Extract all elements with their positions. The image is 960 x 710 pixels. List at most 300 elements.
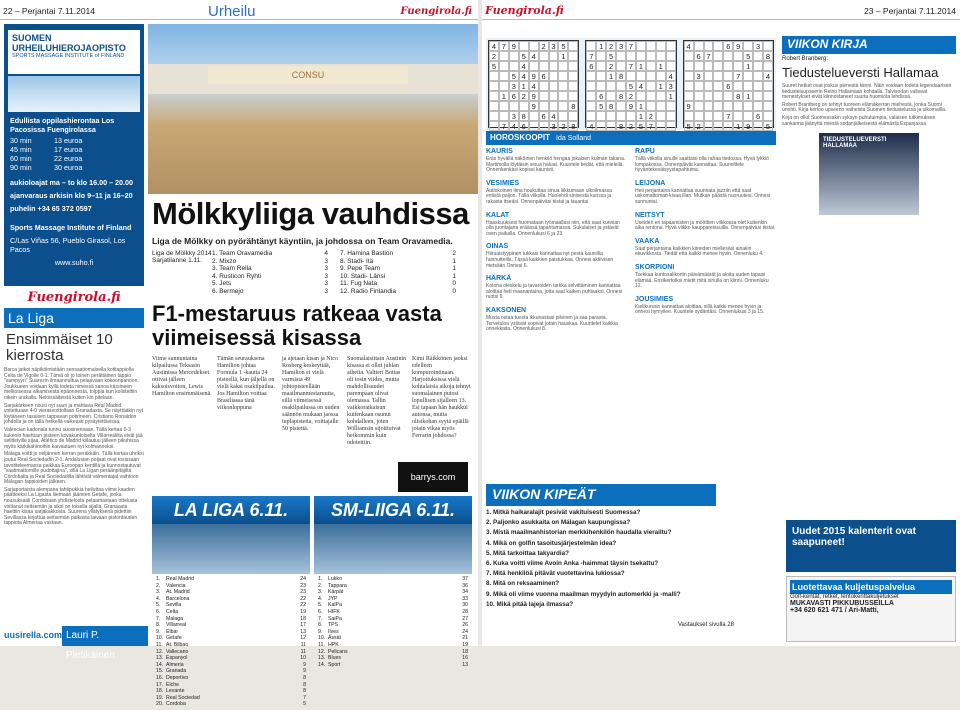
sudoku-cell: 5 (636, 121, 646, 131)
sign-name: VESIMIES (486, 179, 520, 187)
sudoku-cell (626, 51, 636, 61)
price-duration: 60 min (10, 154, 32, 163)
sudoku-cell: 6 (539, 71, 549, 81)
points: 28 (462, 608, 468, 615)
molkky-standings (152, 250, 468, 295)
team: SaiPa (328, 615, 342, 622)
sudoku-cell (549, 91, 559, 101)
laliga-section-title: La Liga (4, 308, 144, 328)
standings-row (212, 258, 340, 266)
sudoku-cell (539, 81, 549, 91)
team-points: 3 (324, 265, 328, 272)
stadium-image (152, 524, 310, 574)
ad-website-link[interactable]: www.suho.fi (54, 258, 94, 267)
sudoku-cell (684, 111, 694, 121)
sudoku-cell: 2 (558, 121, 568, 131)
sudoku-cell (489, 111, 499, 121)
points: 22 (300, 595, 306, 602)
sudoku-cell (549, 71, 559, 81)
points: 22 (300, 602, 306, 609)
table-row (156, 695, 306, 702)
sudoku-cell (704, 111, 714, 121)
transport-ad-head: Luotettavaa kuljetuspalvelua (790, 580, 952, 594)
sudoku-cell (704, 121, 714, 131)
sudoku-cell: 6 (694, 51, 704, 61)
points: 33 (462, 595, 468, 602)
rank: 3. (156, 589, 161, 596)
sudoku-cell (558, 81, 568, 91)
sudoku-cell: 6 (723, 81, 733, 91)
ad-hours: aukioloajat ma – to klo 16.00 – 20.00 (10, 178, 134, 187)
table-row (156, 701, 306, 708)
sudoku-cell (539, 101, 549, 111)
sudoku-cell: 1 (636, 111, 646, 121)
sudoku-cell: 7 (646, 121, 656, 131)
points: 24 (300, 576, 306, 582)
sign-name: KAKSONEN (486, 306, 527, 314)
sudoku-cell (596, 121, 606, 131)
sudoku-cell: 6 (519, 121, 529, 131)
table-row (156, 609, 306, 616)
sudoku-cell (704, 41, 714, 51)
sudoku-cell (646, 81, 656, 91)
sudoku-cell (646, 41, 656, 51)
paragraph: Barca jatkoi näpiköimistään sensaatiomaisella kotitappiolla Celta de Vigolle 0-1. Tämä oli jo toinen perättäinen tappio "vampyyri" Suarezin ilmaannuttua pelaavaan kokoonpanoon. Joukkueen voidaan kyllä todeta nimessä sanoa kärsineen melkoisessa alkamisesta epäonnesta, tolppia kun kolistettiin oikein urakalla. Neloissäiteistä kuiten kin pitelaan. (4, 367, 139, 401)
price-amount: 30 euroa (54, 163, 83, 172)
rank: 15. (156, 668, 164, 675)
sudoku-cell: 8 (616, 91, 626, 101)
team: Blues (328, 655, 341, 662)
sign-name: KALAT (486, 211, 510, 219)
sudoku-cell (743, 71, 753, 81)
sudoku-cell: 7 (626, 41, 636, 51)
table-row (318, 583, 468, 590)
sudoku-cell (723, 51, 733, 61)
sudoku-cell: 3 (549, 41, 559, 51)
sudoku-cell: 8 (763, 51, 773, 61)
sudoku-cell: 9 (509, 41, 519, 51)
sudoku-cell (606, 121, 616, 131)
fuengirola-logo: Fuengirola.fi (27, 290, 121, 305)
rank: 9. (156, 628, 161, 635)
sudoku-cell: 5 (519, 51, 529, 61)
book-review (782, 54, 956, 484)
sudoku-cell: 1 (558, 51, 568, 61)
standings-row (212, 265, 340, 273)
sudoku-cell (626, 71, 636, 81)
table-row (156, 649, 306, 656)
team: Elche (166, 681, 179, 688)
ad-booking: ajanvaraus arkisin klo 9–11 ja 16–20 (10, 191, 133, 200)
standings-row (212, 273, 340, 281)
sudoku-cell (586, 111, 596, 121)
table-row (318, 609, 468, 616)
sudoku-cell: 1 (666, 91, 676, 101)
sudoku-cell (733, 61, 743, 71)
sudoku-cell (568, 51, 578, 61)
standings-row (212, 280, 340, 288)
sudoku-cell (519, 101, 529, 111)
rank: 20. (156, 701, 164, 708)
sudoku-cell: 1 (606, 71, 616, 81)
sudoku-cell: 6 (596, 91, 606, 101)
sudoku-cell: 4 (509, 121, 519, 131)
sudoku-cell (489, 91, 499, 101)
sudoku-cell (606, 91, 616, 101)
sudoku-cell (713, 91, 723, 101)
laliga-standings (152, 574, 310, 710)
sudoku-cell (549, 101, 559, 111)
book-title: Tiedustelueversti Hallamaa (782, 65, 939, 80)
sudoku-hard (683, 40, 774, 131)
sudoku-cell (539, 121, 549, 131)
sudoku-cell: 3 (666, 81, 676, 91)
table-row (156, 596, 306, 603)
page-header-right (482, 0, 960, 20)
ad-address: C/Las Viñas 56, Pueblo Girasol, Los Pacos (10, 236, 126, 254)
quiz-question: 5. Mitä tarkoittaa takyardia? (486, 549, 569, 557)
sudoku-cell (529, 61, 539, 71)
rank: 5. (156, 602, 161, 609)
horoscope-col-1 (486, 148, 627, 478)
points: 23 (300, 582, 306, 589)
section-title: Urheilu (208, 3, 256, 20)
team-name: 6. Bermejo (212, 287, 244, 295)
league-name: Liga de Mölkky 2014 (152, 250, 212, 257)
uusirella-link[interactable]: uusirella.com (4, 630, 63, 640)
table-row (156, 668, 306, 675)
sudoku-cell (568, 71, 578, 81)
quiz-question: 1. Mitkä haikaralajit pesivät vakituisesti Suomessa? (486, 509, 641, 516)
standings-row (212, 250, 340, 258)
sudoku-cell (713, 61, 723, 71)
table-row (156, 642, 306, 649)
sudoku-cell: 7 (723, 111, 733, 121)
photo-banner: CONSU (208, 66, 408, 84)
ad-institute: Sports Massage Institute of Finland (10, 223, 132, 232)
article-column: Suomalaisittain Austinin kisassa ei ollut juhlan aiheita. Valtteri Bottas oli tosin viides, mutta mahdollisuudet parempaan olivat olemassa. Tallin vaikkoratkaisun kuitenkaan osunut kohdalleen, joten Williamsin sijoittuivat heikommin kuin odotettiin. (347, 356, 407, 446)
table-row (156, 688, 306, 695)
rank: 2. (318, 582, 323, 589)
points: 7 (303, 694, 306, 701)
horoscope-sign (635, 296, 776, 316)
table-row (156, 675, 306, 682)
sudoku-cell (646, 61, 656, 71)
points: 21 (462, 635, 468, 642)
sudoku-cell: 4 (636, 81, 646, 91)
paragraph: Málaga voitti jo neljännen kerran peräkkäin. Tällä kertaa uhriksi joutui Real Sociedadin 2-1. Andalusian poijaat ovat tosissaan tavoitteleemassa paikkaa Euroopan kentillä ja kunnostautuvat "vaatimattomille pudottajina", sillä La Ligan peräänpitäjiltä Córdobalta ja Real Sociedadilta lähtivät välmentajat vaihtoon Málagan tappioiden jälkeen. (4, 451, 144, 486)
sudoku-cell (753, 81, 763, 91)
sudoku-cell (666, 41, 676, 51)
standings-caption (152, 250, 212, 295)
sign-text: Tsekkaa kuntosalikortin päivämäärät ja aloita uuden tapaisi elämää. Ensikertoiksi mietit mitä sinulla on kiinni. Onnenluku 12. (635, 271, 769, 290)
sign-name: NEITSYT (635, 211, 665, 219)
sudoku-cell (596, 111, 606, 121)
sudoku-cell (558, 101, 568, 111)
sudoku-cell: 9 (733, 41, 743, 51)
team: HPK (328, 641, 339, 648)
sign-text: Eräs hyvällä näköinen henkilö hengaa jokaisen kulman takana. Martimolla löytäisin sinua haluat. Kuuntele tiedät, että mielellä. Onnenkenkäsi kopissi kaunisti. (486, 156, 626, 174)
paragraph: Suuret hetket ovat joskus pienestä kiinni. Näin voidaan todeta legendaarisen tiedusteluupseerin Reino Hallamaan kohdalla. Talvisodan valtavat menestykset eivät kiinnostaneet suurta huomiota lehdissä. (782, 83, 952, 101)
sudoku-cell (694, 81, 704, 91)
horoscope-sign (635, 180, 776, 206)
sudoku-cell (558, 91, 568, 101)
team-points: 1 (452, 257, 456, 265)
sign-name: OINAS (486, 243, 509, 251)
sign-name: VAAKA (635, 237, 660, 245)
price-amount: 22 euroa (54, 154, 83, 163)
transport-ad-phone[interactable]: +34 620 621 471 / Ari-Matti, (790, 607, 879, 614)
sudoku-cell (646, 101, 656, 111)
sudoku-cell (509, 61, 519, 71)
price-row (4, 136, 144, 145)
sudoku-cell: 9 (529, 101, 539, 111)
team-photo (148, 24, 478, 194)
table-row (156, 662, 306, 669)
rank: 12. (318, 648, 326, 655)
table-row (156, 583, 306, 590)
book-cover-text: TIEDUSTELUEVERSTI HALLAMAA (823, 137, 887, 150)
page-number-right: 23 – Perjantai 7.11.2014 (864, 6, 956, 16)
sudoku-cell: 5 (509, 71, 519, 81)
sudoku-cell: 2 (694, 121, 704, 131)
sign-name: LEIJONA (635, 179, 666, 187)
sudoku-cell (529, 41, 539, 51)
sports-section (148, 0, 478, 708)
sign-text: Hiiruaistyypinen tukkasi kannattaa nyt pestä kauniilla hunnutteilla. Tässä kaikkien paistukkaa. Onnesi aktiivisen metsään Onnesi 6. (486, 251, 614, 269)
sign-name: HÄRKÄ (486, 275, 512, 283)
table-row (318, 662, 468, 669)
sudoku-cell (694, 41, 704, 51)
horoscope-header (486, 131, 776, 145)
sign-text: Kotona oleskelu ja tavaroiden tarkka selvittäminen kannattaa aloittaa heti maanantaina, jotta saat kaiken puhtaaksi. Onnesi ruotsi 9. (486, 283, 623, 301)
sudoku-cell: 4 (529, 51, 539, 61)
points: 8 (303, 674, 306, 681)
sudoku-cell: 7 (626, 61, 636, 71)
sudoku-cell (656, 91, 666, 101)
points: 10 (300, 655, 306, 662)
sudoku-cell: 1 (596, 41, 606, 51)
team: HIFK (328, 608, 340, 615)
points: 12 (300, 635, 306, 642)
sudoku-cell (558, 71, 568, 81)
calendar-ad[interactable]: Uudet 2015 kalenterit ovat saapuneet! (786, 520, 956, 572)
sudoku-cell (704, 101, 714, 111)
sudoku-cell (656, 41, 666, 51)
sudoku-cell: 5 (743, 51, 753, 61)
barrys-ad[interactable]: barrys.com (398, 462, 468, 492)
points: 18 (462, 648, 468, 655)
sudoku-cell: 3 (549, 121, 559, 131)
sudoku-easy (488, 40, 579, 131)
sign-text: Haaskuuksesi huomataan työmaallasi niin, että saat kunnian olla juontajana eräässä tapahtumassa. Sukulaiset ja ystävät oven paikalla. Onnenlukusi 6 ja 23. (486, 219, 620, 237)
table-row (156, 635, 306, 642)
team-name: 1. Team Oravamedia (212, 250, 273, 257)
sudoku-cell (549, 81, 559, 91)
massage-ad[interactable] (4, 24, 144, 286)
horoscope-sign (486, 212, 627, 238)
laliga-column (4, 288, 144, 648)
rank: 3. (318, 589, 323, 596)
table-row (156, 682, 306, 689)
sudoku-cell (684, 51, 694, 61)
paragraph: Robert Brantberg on tehnyt tuoreen elämäkerran miehestä, jonka Suomi unohti. Kirja kertoo upseerin vaiheista Suomen tiedustelussa ja ulkomailla. (782, 101, 947, 114)
sudoku-cell (753, 71, 763, 81)
smliiga-table-title: SM-LIIGA 6.11. (314, 496, 472, 524)
ad-phone[interactable]: puhelin +34 65 372 0597 (10, 204, 92, 213)
team: Getafe (166, 635, 182, 642)
sudoku-cell (539, 91, 549, 101)
sudoku-cell: 7 (733, 71, 743, 81)
team: Cordoba (166, 701, 186, 708)
table-row (318, 649, 468, 656)
team: Sport (328, 661, 341, 668)
points: 13 (300, 628, 306, 635)
sudoku-cell: 1 (656, 81, 666, 91)
sudoku-cell (499, 101, 509, 111)
sudoku-cell: 8 (568, 121, 578, 131)
sudoku-cell (713, 41, 723, 51)
sudoku-cell (694, 91, 704, 101)
article-column: Viime sunnuntaina kilpailussa Teksasin Austinissa Mercedekset ottivat jälleen kaksoisvoiton, Lewis Hamilton ensimmäisenä. (152, 356, 212, 397)
sudoku-cell: 8 (733, 91, 743, 101)
sudoku-cell (733, 101, 743, 111)
article-column: Tämän seurauksena Hamilton johtaa Formula 1 -kautta 24 pisteellä, kun jäljellä on vielä kaksi osakilpailua. Jos Hamilton voittaa Brasiliassa tänä viikonloppuna (217, 356, 275, 411)
sudoku-cell (753, 61, 763, 71)
sudoku-cell (666, 111, 676, 121)
price-duration: 45 min (10, 145, 32, 154)
team: Barcelona (166, 595, 190, 602)
team-name: 12. Radio Finlandia (340, 287, 397, 295)
standings-col-a (212, 250, 340, 295)
sudoku-area (486, 38, 776, 130)
sudoku-cell: 5 (626, 81, 636, 91)
sign-text: Tällä viikolla sinulle saattaisi olla rahaa tiedossa. Hyvä lykkiö lompakossa. Onnenpäivät kannattaa. Suunnittele hyväntekeväisyystapahtuma. (635, 156, 769, 174)
sudoku-cell (656, 111, 666, 121)
sudoku-cell (753, 121, 763, 131)
team: Levante (166, 688, 185, 695)
sudoku-cell: 4 (519, 71, 529, 81)
standings-row (340, 258, 468, 266)
rank: 13. (318, 655, 326, 662)
team: Kärpät (328, 589, 344, 596)
sudoku-cell (713, 81, 723, 91)
sudoku-cell (694, 61, 704, 71)
book-review-body (782, 84, 956, 127)
rank: 5. (318, 602, 323, 609)
sudoku-cell (763, 91, 773, 101)
sudoku-cell (636, 91, 646, 101)
points: 5 (303, 701, 306, 708)
sudoku-cell (529, 121, 539, 131)
sudoku-cell (636, 51, 646, 61)
sudoku-cell (626, 111, 636, 121)
horoscope-columns (486, 148, 776, 478)
points: 24 (462, 628, 468, 635)
molkky-headline: Mölkkyliiga vauhdissa (152, 196, 469, 231)
sign-text: Useiden eri tapaamisten ja mööttien viikkossa olet kuitenkin aika rentona. Hyvä viikko kauppareissuilla. Onnenpäiväsi tiistai. (635, 219, 776, 232)
rank: 7. (318, 615, 323, 622)
sudoku-cell: 8 (519, 111, 529, 121)
team-points: 0 (452, 280, 456, 287)
sudoku-cell: 7 (499, 121, 509, 131)
rank: 11. (156, 641, 163, 648)
table-row (156, 616, 306, 623)
quiz-question: 4. Mikä on golfin tasoitusjärjestelmän idea? (486, 539, 617, 547)
sudoku-cell: 6 (539, 111, 549, 121)
sudoku-cell: 5 (684, 121, 694, 131)
team: JYP (328, 595, 338, 602)
points: 8 (303, 681, 306, 688)
rank: 10. (318, 635, 326, 642)
points: 34 (462, 589, 468, 596)
sudoku-cell (549, 61, 559, 71)
team: Deportivo (166, 674, 189, 681)
sudoku-cell (704, 91, 714, 101)
standings-row (340, 273, 468, 281)
team-points: 3 (324, 272, 328, 280)
sudoku-cell (704, 61, 714, 71)
laliga-table-box (152, 496, 310, 708)
rank: 8. (318, 622, 323, 629)
sudoku-cell (753, 101, 763, 111)
team: Granada (166, 668, 187, 675)
sudoku-cell (713, 111, 723, 121)
sudoku-cell (489, 81, 499, 91)
sudoku-cell: 4 (489, 41, 499, 51)
left-page (0, 0, 478, 708)
sudoku-cell: 1 (519, 81, 529, 91)
quiz-question: 7. Mitä henkilöä pitävät vuotettavina lukiossa? (486, 570, 625, 578)
sudoku-cell: 7 (704, 51, 714, 61)
sudoku-cell (656, 121, 666, 131)
team-points: 1 (452, 272, 456, 280)
team: KalPa (328, 602, 342, 609)
sudoku-cell (656, 71, 666, 81)
sudoku-cell: 2 (519, 91, 529, 101)
ad-org2: URHEILUHIEROJAOPISTO (12, 43, 126, 53)
sudoku-cell (763, 81, 773, 91)
table-row (318, 655, 468, 662)
quiz-list (486, 508, 784, 610)
sudoku-cell: 1 (743, 61, 753, 71)
sudoku-cell: 9 (684, 101, 694, 111)
sudoku-cell (509, 101, 519, 111)
sudoku-cell: 8 (606, 101, 616, 111)
table-row (318, 642, 468, 649)
sudoku-cell: 4 (763, 71, 773, 81)
sudoku-cell (499, 111, 509, 121)
sudoku-cell (539, 51, 549, 61)
team-name: 8. Stadi- Itä (340, 257, 374, 265)
rank: 1. (318, 576, 323, 582)
fuengirola-logo-right: Fuengirola.fi (485, 4, 564, 17)
standings-row (340, 280, 468, 288)
team: Lukko (328, 576, 342, 582)
transport-ad[interactable] (786, 576, 956, 642)
sudoku-cell: 9 (529, 91, 539, 101)
transport-ad-text: Golf-kentät, retket, lentokenttäkuljetukset (790, 594, 899, 600)
horoscope-title: HOROSKOOPIT (490, 133, 551, 142)
paragraph: Kirja on ollut Suomessakin syksyn puhutuimpia, valaisee tutkimuksen sankarina jäänyttä miestä sodanjälkeisestä elämästä Espanjassa. (782, 114, 936, 127)
ad-logo-block (8, 30, 140, 74)
sudoku-cell: 4 (519, 61, 529, 71)
points: 37 (462, 576, 468, 582)
team: Celta (166, 608, 179, 615)
sudoku-cell (723, 101, 733, 111)
sudoku-cell (519, 41, 529, 51)
table-row (318, 589, 468, 596)
